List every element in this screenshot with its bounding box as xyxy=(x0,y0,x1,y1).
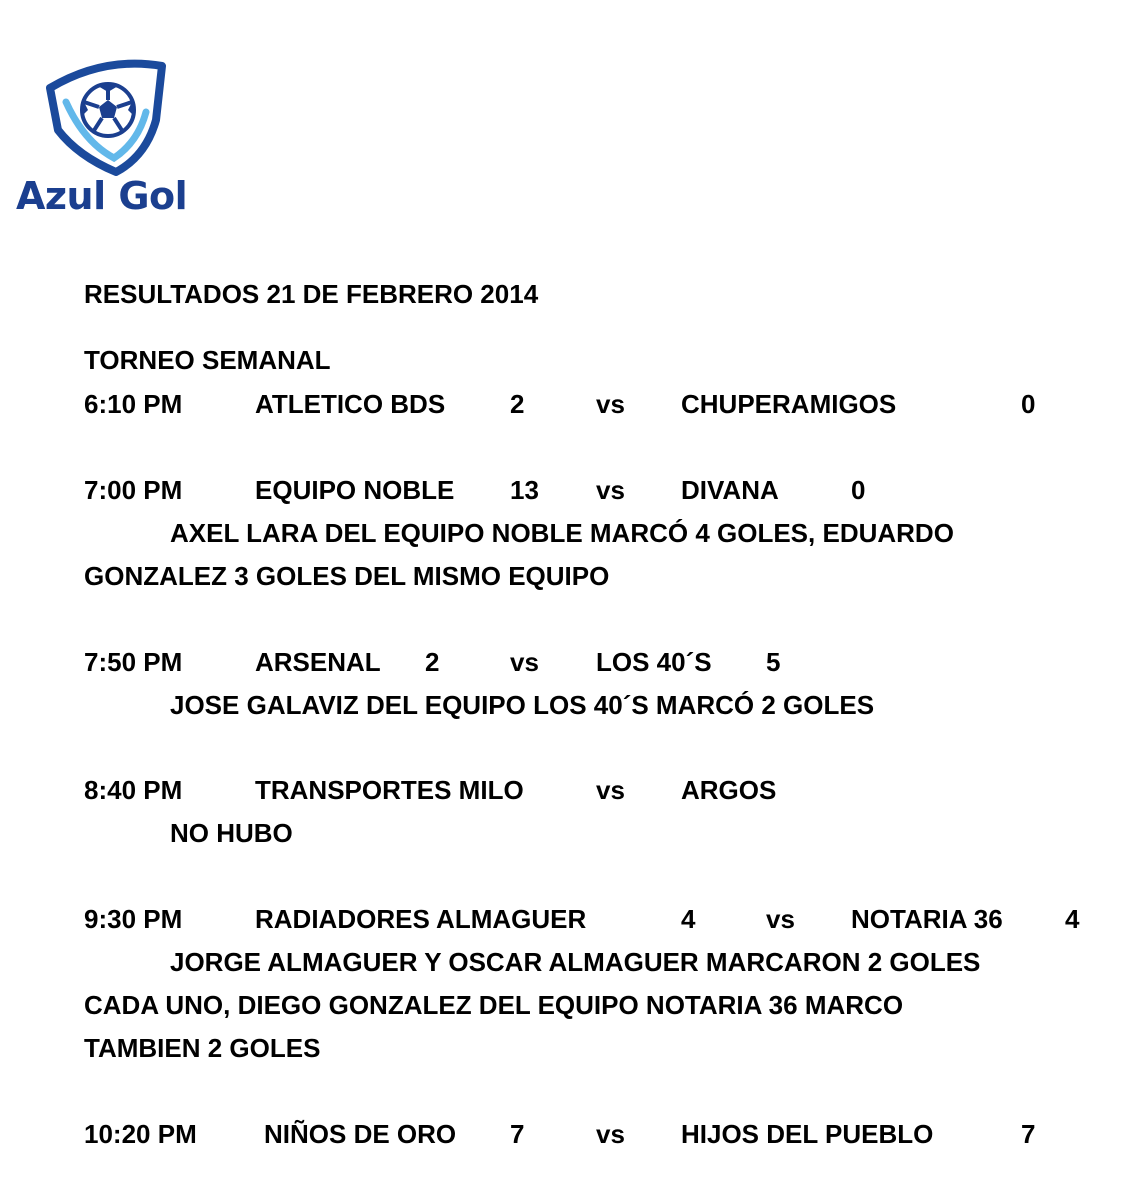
away-team: ARGOS xyxy=(681,775,777,805)
match-note: JOSE GALAVIZ DEL EQUIPO LOS 40´S MARCÓ 2 GOLES xyxy=(170,690,875,720)
match-note: AXEL LARA DEL EQUIPO NOBLE MARCÓ 4 GOLES, EDUARDO xyxy=(170,518,954,548)
azul-gol-logo xyxy=(14,58,188,218)
home-team: TRANSPORTES MILO xyxy=(255,775,524,805)
logo-text: Azul Gol xyxy=(16,174,188,218)
home-score: 2 xyxy=(425,647,440,677)
match-time: 7:50 PM xyxy=(84,647,183,677)
match-note: GONZALEZ 3 GOLES DEL MISMO EQUIPO xyxy=(84,561,610,591)
home-score: 4 xyxy=(681,904,696,934)
away-team: DIVANA xyxy=(681,475,779,505)
home-team: RADIADORES ALMAGUER xyxy=(255,904,587,934)
vs-label: vs xyxy=(596,475,625,505)
vs-label: vs xyxy=(766,904,795,934)
vs-label: vs xyxy=(596,775,625,805)
match-note: CADA UNO, DIEGO GONZALEZ DEL EQUIPO NOTARIA 36 MARCO xyxy=(84,990,904,1020)
home-score: 13 xyxy=(510,475,539,505)
vs-label: vs xyxy=(596,389,625,419)
tournament-name: TORNEO SEMANAL xyxy=(84,345,331,375)
away-score: 4 xyxy=(1065,904,1080,934)
away-team: CHUPERAMIGOS xyxy=(681,389,897,419)
match-time: 8:40 PM xyxy=(84,775,183,805)
match-time: 9:30 PM xyxy=(84,904,183,934)
away-team: LOS 40´S xyxy=(596,647,712,677)
home-score: 7 xyxy=(510,1119,525,1149)
page-title: RESULTADOS 21 DE FEBRERO 2014 xyxy=(84,279,539,309)
match-time: 6:10 PM xyxy=(84,389,183,419)
away-score: 0 xyxy=(1021,389,1036,419)
match-note: TAMBIEN 2 GOLES xyxy=(84,1033,321,1063)
vs-label: vs xyxy=(596,1119,625,1149)
match-note: NO HUBO xyxy=(170,818,293,848)
away-score: 5 xyxy=(766,647,781,677)
match-time: 7:00 PM xyxy=(84,475,183,505)
home-team: EQUIPO NOBLE xyxy=(255,475,455,505)
vs-label: vs xyxy=(510,647,539,677)
match-note: JORGE ALMAGUER Y OSCAR ALMAGUER MARCARON 2 GOLES xyxy=(170,947,981,977)
match-time: 10:20 PM xyxy=(84,1119,197,1149)
away-score: 7 xyxy=(1021,1119,1036,1149)
away-team: HIJOS DEL PUEBLO xyxy=(681,1119,934,1149)
away-score: 0 xyxy=(851,475,866,505)
home-team: ARSENAL xyxy=(255,647,381,677)
away-team: NOTARIA 36 xyxy=(851,904,1003,934)
home-team: ATLETICO BDS xyxy=(255,389,446,419)
home-score: 2 xyxy=(510,389,525,419)
home-team: NIÑOS DE ORO xyxy=(264,1119,457,1149)
soccer-shield-icon xyxy=(44,58,169,176)
